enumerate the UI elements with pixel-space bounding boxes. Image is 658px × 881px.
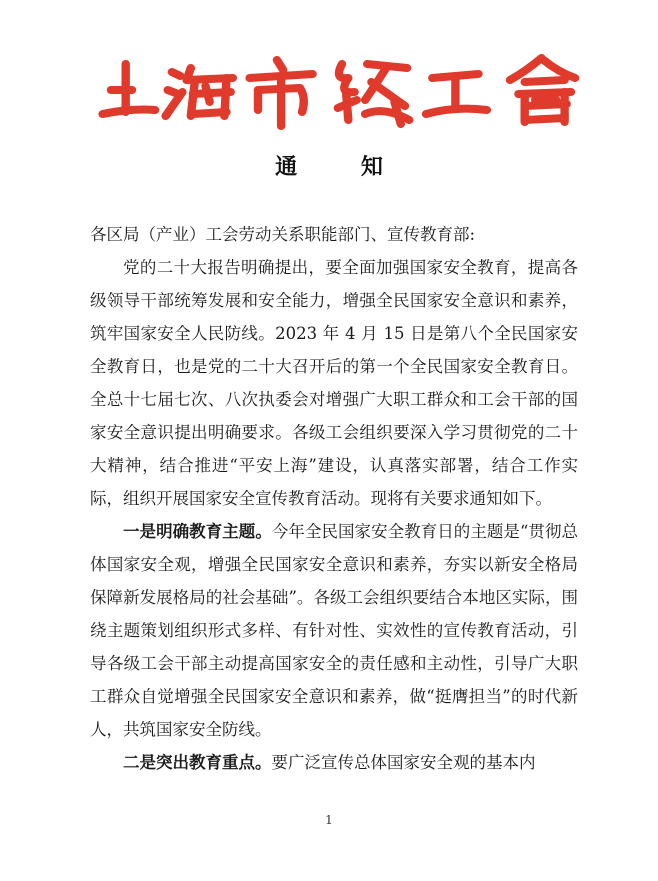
logo-character-5 bbox=[426, 74, 487, 114]
paragraph-section-1 bbox=[90, 515, 578, 746]
logo-character-6 bbox=[510, 58, 575, 122]
calligraphy-logo bbox=[60, 50, 598, 130]
section-1-heading: 一是明确教育主题。 bbox=[123, 522, 272, 541]
page-number: 1 bbox=[325, 813, 333, 827]
paragraph-section-2 bbox=[90, 746, 578, 779]
section-2-heading: 二是突出教育重点。 bbox=[123, 753, 272, 772]
logo-character-3 bbox=[250, 60, 313, 126]
logo-character-4 bbox=[338, 64, 409, 124]
logo-character-2 bbox=[166, 68, 233, 116]
section-1-text: 今年全民国家安全教育日的主题是“贯彻总体国家安全观，增强全民国家安全意识和素养，夯实以新安全格局保障新发展格局的社会基础”。各级工会组织要结合本地区实际，围绕主题策划组织形式多样、有针对性、实效性的宣传教育活动，引导各级工会干部主动提高国家安全的责任感和主动性，引导广大职工群众自觉增强全民国家安全意识和素养，做“挺膺担当”的时代新人，共筑国家安全防线。 bbox=[90, 522, 579, 739]
document-body bbox=[90, 218, 578, 779]
section-2-text: 要广泛宣传总体国家安全观的基本内 bbox=[271, 753, 536, 772]
document-title: 通 知 bbox=[275, 155, 411, 180]
masthead-logo bbox=[60, 50, 598, 130]
logo-character-1 bbox=[103, 64, 156, 114]
salutation: 各区局（产业）工会劳动关系职能部门、宣传教育部: bbox=[90, 225, 476, 244]
paragraph-intro: 党的二十大报告明确提出，要全面加强国家安全教育，提高各级领导干部统筹发展和安全能力，增强全民国家安全意识和素养，筑牢国家安全人民防线。2023 年 4 月 15 日是第八个全民国家安全教育日，也是党的二十大召开后的第一个全民国家安全教育日。全总十七届七次、八次执委会对增强广大职工群众和工会干部的国家安全意识提出明确要求。各级工会组织要深入学习贯彻党的二十大精神，结合推进“平安上海”建设，认真落实部署，结合工作实际，组织开展国家安全宣传教育活动。现将有关要求通知如下。 bbox=[90, 258, 578, 508]
